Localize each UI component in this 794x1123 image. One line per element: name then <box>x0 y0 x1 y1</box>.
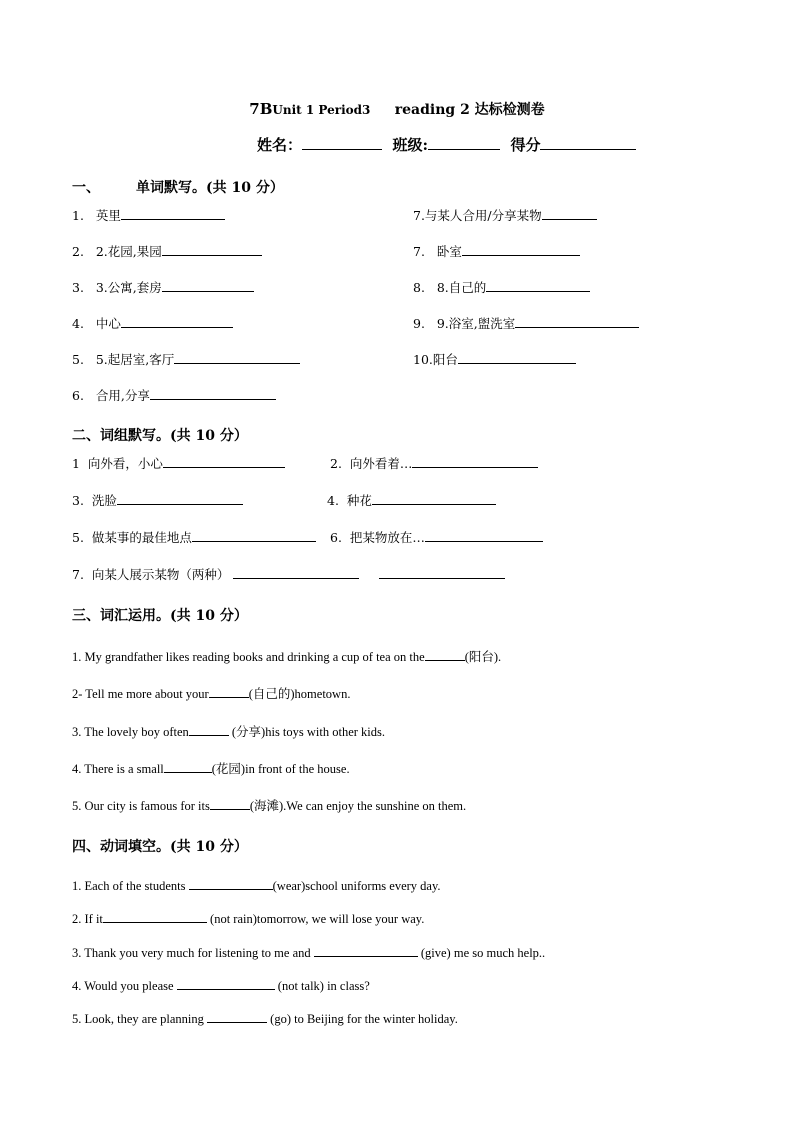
page-title <box>0 99 794 119</box>
answer-blank[interactable] <box>121 315 233 328</box>
class-label: 班级: <box>392 136 429 154</box>
s1-item-2: 2. 2.花园,果园 <box>72 242 262 260</box>
answer-blank[interactable] <box>150 387 276 400</box>
s2-item-1: 1 向外看，小心 <box>72 454 285 472</box>
s2-item-5: 5. 做某事的最佳地点 <box>72 528 316 546</box>
s4-item-1: 1. Each of the students (wear)school uniforms every day. <box>72 879 441 893</box>
section4-heading: 四、动词填空。(共 10 分） <box>72 839 248 855</box>
s2-item-3: 3. 洗脸 <box>72 491 243 509</box>
s3-item-1: 1. My grandfather likes reading books and drinking a cup of tea on the (阳台). <box>72 650 502 664</box>
class-blank[interactable] <box>428 134 500 150</box>
s4-item-3: 3. Thank you very much for listening to me and (give) me so much help.. <box>72 946 546 960</box>
s4-item-4: 4. Would you please (not talk) in class? <box>72 979 370 993</box>
answer-blank[interactable] <box>162 279 254 292</box>
answer-blank[interactable] <box>207 1010 267 1023</box>
answer-blank[interactable] <box>162 243 262 256</box>
s3-item-5: 5. Our city is famous for its (海滩).We can enjoy the sunshine on them. <box>72 799 467 813</box>
s1-item-1: 1. 英里 <box>72 206 225 224</box>
answer-blank[interactable] <box>542 207 597 220</box>
answer-blank[interactable] <box>314 944 418 957</box>
score-blank[interactable] <box>540 134 636 150</box>
answer-blank[interactable] <box>462 243 580 256</box>
name-blank[interactable] <box>302 134 382 150</box>
s2-item-2: 2. 向外看着… <box>330 454 538 472</box>
s1-item-10: 9. 9.浴室,盥洗室 <box>413 314 639 332</box>
answer-blank[interactable] <box>379 566 505 579</box>
answer-blank[interactable] <box>189 877 273 890</box>
answer-blank[interactable] <box>192 529 316 542</box>
s1-item-11: 10.阳台 <box>413 350 576 368</box>
answer-blank[interactable] <box>164 760 212 773</box>
answer-blank[interactable] <box>425 529 543 542</box>
answer-blank[interactable] <box>486 279 590 292</box>
answer-blank[interactable] <box>121 207 225 220</box>
s1-item-7: 7.与某人合用/分享某物 <box>413 206 597 224</box>
answer-blank[interactable] <box>177 977 275 990</box>
section3-heading: 三、词汇运用。(共 10 分） <box>72 608 248 624</box>
answer-blank[interactable] <box>117 492 243 505</box>
s2-item-4: 4. 种花 <box>327 491 496 509</box>
answer-blank[interactable] <box>233 566 359 579</box>
answer-blank[interactable] <box>174 351 300 364</box>
score-label: 得分 <box>510 136 541 154</box>
answer-blank[interactable] <box>209 685 249 698</box>
title-unit: Unit 1 Period3 <box>272 103 371 117</box>
section1-heading: 一、 单词默写。(共 10 分） <box>72 180 284 196</box>
answer-blank[interactable] <box>103 910 207 923</box>
s3-item-4: 4. There is a small (花园)in front of the house. <box>72 762 350 776</box>
answer-blank[interactable] <box>189 723 229 736</box>
s4-item-2: 2. If it (not rain)tomorrow, we will lose your way. <box>72 912 425 926</box>
s1-item-6: 6. 合用,分享 <box>72 386 276 404</box>
s2-item-7: 7. 向某人展示某物（两种） <box>72 565 505 583</box>
title-grade: 7B <box>249 100 273 118</box>
answer-blank[interactable] <box>372 492 496 505</box>
answer-blank[interactable] <box>210 797 250 810</box>
title-rest: reading 2 达标检测卷 <box>394 102 545 118</box>
s1-item-5: 5. 5.起居室,客厅 <box>72 350 300 368</box>
answer-blank[interactable] <box>458 351 576 364</box>
s2-item-6: 6. 把某物放在… <box>330 528 543 546</box>
answer-blank[interactable] <box>515 315 639 328</box>
student-info-row <box>257 134 636 155</box>
section2-heading: 二、词组默写。(共 10 分） <box>72 428 248 444</box>
answer-blank[interactable] <box>425 648 465 661</box>
s1-item-9: 8. 8.自己的 <box>413 278 590 296</box>
s1-item-3: 3. 3.公寓,套房 <box>72 278 254 296</box>
s3-item-2: 2- Tell me more about your (自己的)hometown. <box>72 687 351 701</box>
s1-item-8: 7. 卧室 <box>413 242 580 260</box>
s1-item-4: 4. 中心 <box>72 314 233 332</box>
answer-blank[interactable] <box>412 455 538 468</box>
s4-item-5: 5. Look, they are planning (go) to Beijing for the winter holiday. <box>72 1012 458 1026</box>
name-label: 姓名： <box>257 136 303 154</box>
answer-blank[interactable] <box>163 455 285 468</box>
s3-item-3: 3. The lovely boy often (分享)his toys with other kids. <box>72 725 386 739</box>
